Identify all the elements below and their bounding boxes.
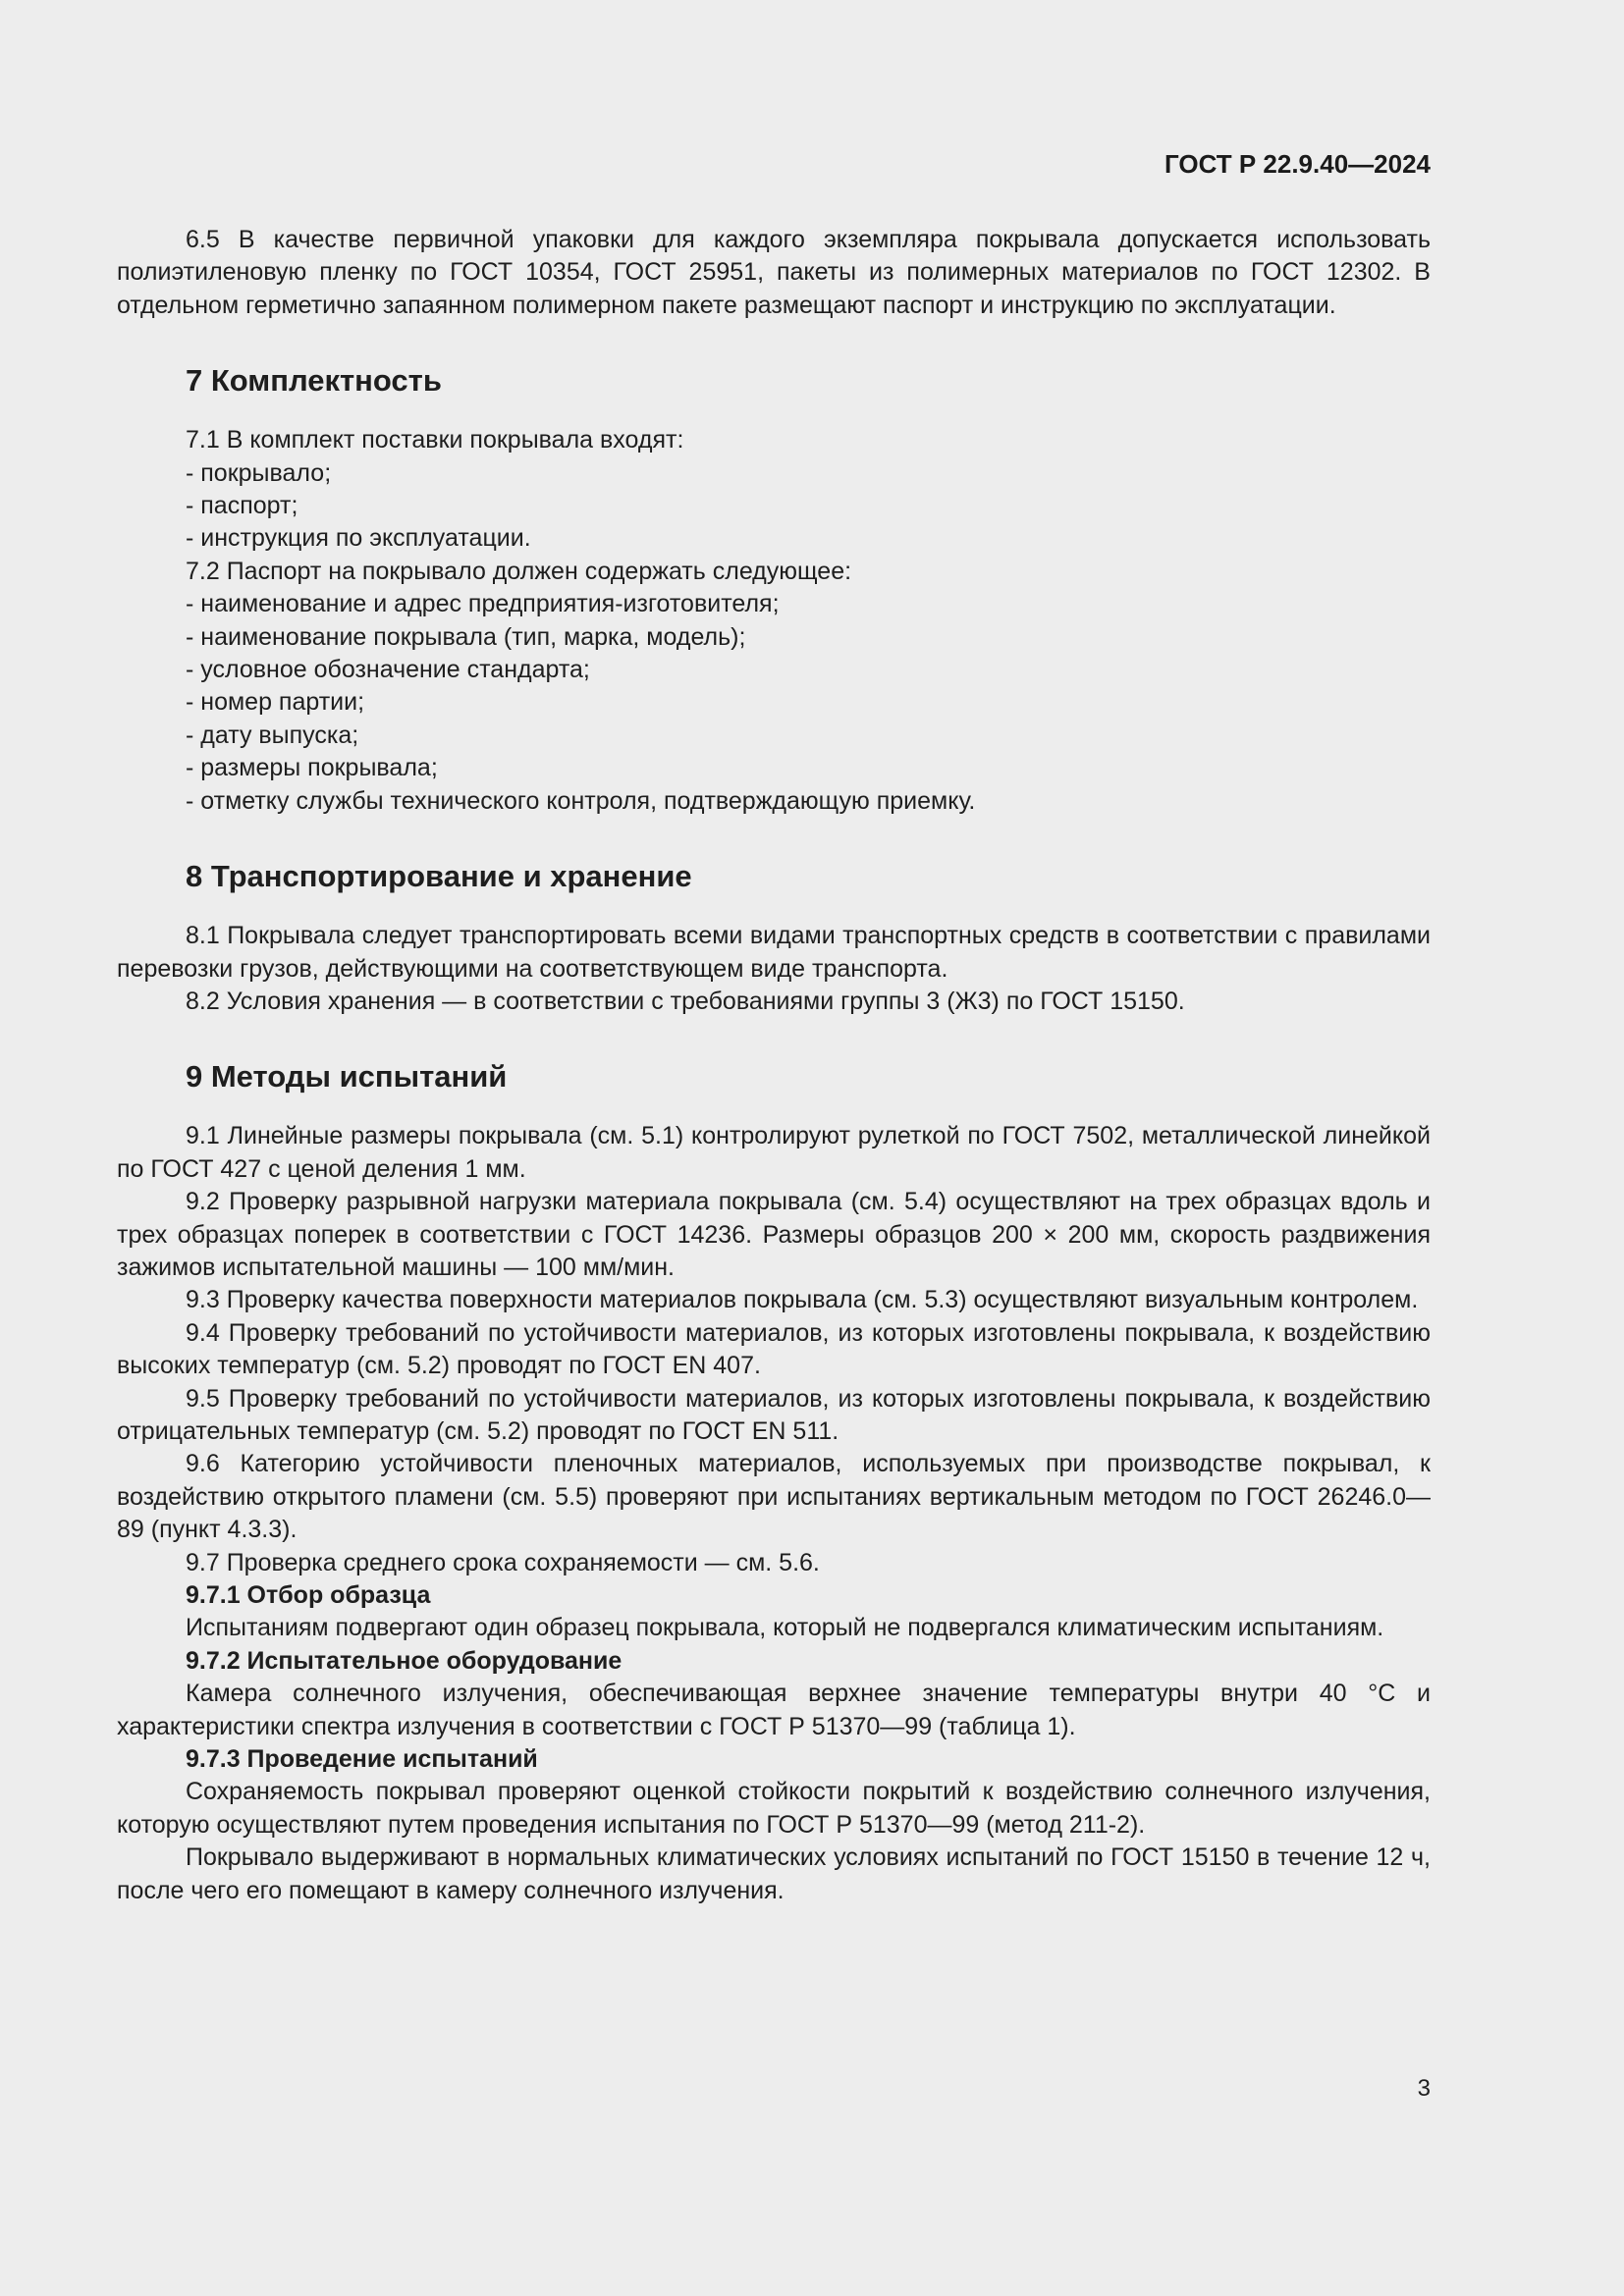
paragraph-9-3: 9.3 Проверку качества поверхности материалов покрывала (см. 5.3) осуществляют визуальным контролем.	[186, 1286, 1419, 1314]
list-item: - инструкция по эксплуатации.	[186, 524, 531, 553]
paragraph-9-7: 9.7 Проверка среднего срока сохраняемости — см. 5.6.	[186, 1548, 820, 1576]
list-item: - паспорт;	[186, 492, 298, 520]
list-item: - дату выпуска;	[186, 721, 359, 749]
subsection-9-7-3-title: 9.7.3 Проведение испытаний	[186, 1745, 538, 1774]
list-item: - наименование покрывала (тип, марка, модель);	[186, 622, 746, 651]
list-item: - номер партии;	[186, 688, 365, 717]
paragraph-9-5: 9.5 Проверку требований по устойчивости материалов, из которых изготовлены покрывала, к воздействию отрицательных температур (см. 5.2) проводят по ГОСТ EN 511.	[117, 1384, 1431, 1445]
paragraph-7-2: 7.2 Паспорт на покрывало должен содержать следующее:	[186, 557, 852, 585]
paragraph-9-7-3-a: Сохраняемость покрывал проверяют оценкой стойкости покрытий к воздействию солнечного излучения, которую осуществляют путем проведения испытания по ГОСТ Р 51370—99 (метод 211-2).	[117, 1778, 1431, 1839]
document-body	[117, 224, 1431, 1907]
section-7-title: 7 Комплектность	[186, 363, 442, 399]
paragraph-8-1: 8.1 Покрывала следует транспортировать всеми видами транспортных средств в соответствии с правилами перевозки грузов, действующими на соответствующем виде транспорта.	[117, 922, 1431, 983]
list-item: - размеры покрывала;	[186, 754, 438, 782]
section-9-title: 9 Методы испытаний	[186, 1059, 508, 1095]
list-item: - покрывало;	[186, 458, 332, 487]
paragraph-9-6: 9.6 Категорию устойчивости пленочных материалов, используемых при производстве покрывал, к воздействию открытого пламени (см. 5.5) проверяют при испытаниях вертикальным методом по ГОСТ 26246.0—89 (пункт 4.3.3).	[117, 1450, 1431, 1544]
paragraph-9-1: 9.1 Линейные размеры покрывала (см. 5.1) контролируют рулеткой по ГОСТ 7502, металлической линейкой по ГОСТ 427 с ценой деления 1 мм.	[117, 1122, 1431, 1183]
section-8-title: 8 Транспортирование и хранение	[186, 859, 692, 894]
subsection-9-7-2-title: 9.7.2 Испытательное оборудование	[186, 1646, 623, 1675]
paragraph-9-4: 9.4 Проверку требований по устойчивости материалов, из которых изготовлены покрывала, к воздействию высоких температур (см. 5.2) проводят по ГОСТ EN 407.	[117, 1318, 1431, 1380]
paragraph-9-7-1: Испытаниям подвергают один образец покрывала, который не подвергался климатическим испытаниям.	[186, 1614, 1384, 1642]
paragraph-6-5: 6.5 В качестве первичной упаковки для каждого экземпляра покрывала допускается использовать полиэтиленовую пленку по ГОСТ 10354, ГОСТ 25951, пакеты из полимерных материалов по ГОСТ 12302. В отдельном герметично запаянном полимерном пакете размещают паспорт и инструкцию по эксплуатации.	[117, 226, 1431, 319]
subsection-9-7-1-title: 9.7.1 Отбор образца	[186, 1581, 431, 1609]
paragraph-7-1: 7.1 В комплект поставки покрывала входят:	[186, 426, 684, 454]
paragraph-9-7-2: Камера солнечного излучения, обеспечивающая верхнее значение температуры внутри 40 °С и характеристики спектра излучения в соответствии с ГОСТ Р 51370—99 (таблица 1).	[117, 1680, 1431, 1740]
page-number: 3	[1417, 2075, 1431, 2102]
paragraph-8-2: 8.2 Условия хранения — в соответствии с требованиями группы 3 (Ж3) по ГОСТ 15150.	[186, 987, 1185, 1015]
list-item: - наименование и адрес предприятия-изготовителя;	[186, 590, 780, 618]
list-item: - отметку службы технического контроля, подтверждающую приемку.	[186, 786, 976, 815]
document-header: ГОСТ Р 22.9.40—2024	[1164, 149, 1431, 179]
paragraph-9-2: 9.2 Проверку разрывной нагрузки материала покрывала (см. 5.4) осуществляют на трех образцах вдоль и трех образцах поперек в соответствии с ГОСТ 14236. Размеры образцов 200 × 200 мм, скорость раздвижения зажимов испытательной машины — 100 мм/мин.	[117, 1188, 1431, 1281]
list-item: - условное обозначение стандарта;	[186, 656, 590, 684]
paragraph-9-7-3-b: Покрывало выдерживают в нормальных климатических условиях испытаний по ГОСТ 15150 в течение 12 ч, после чего его помещают в камеру солнечного излучения.	[117, 1843, 1431, 1904]
